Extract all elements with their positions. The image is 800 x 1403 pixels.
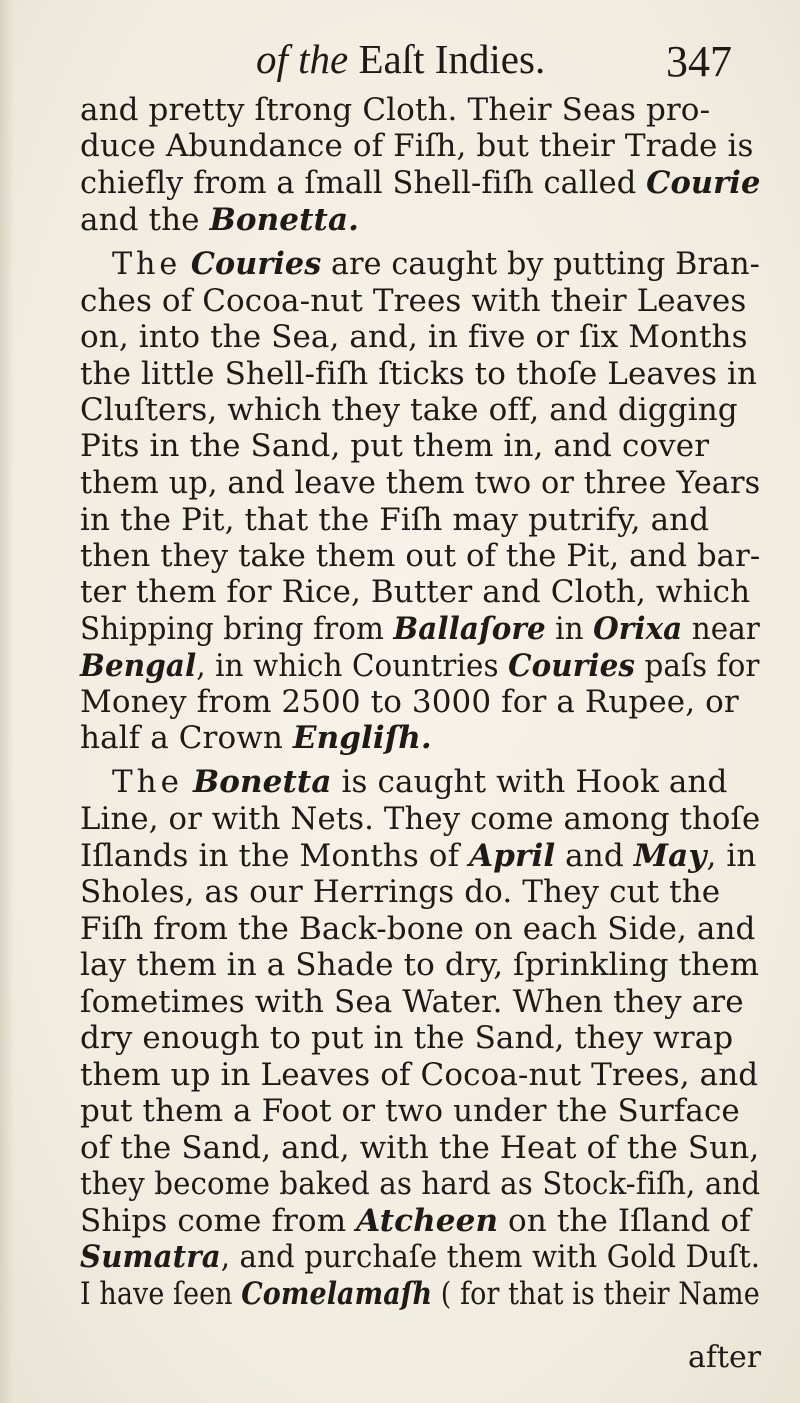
running-head-title: Eaſt Indies. (358, 36, 546, 82)
text-line: them up, and leave them two or three Years (80, 465, 761, 501)
text-run: and the (80, 202, 210, 238)
text-run: chiefly from a ſmall Shell-fiſh called (80, 165, 647, 201)
text-run: are caught by putting Bran- (321, 246, 760, 282)
text-line: Line, or with Nets. They come among thoſe (80, 801, 761, 837)
text-line: lay them in a Shade to dry, ſprinkling them (80, 947, 760, 983)
text-line: Cluſters, which they take off, and digging (80, 392, 738, 428)
text-line: dry enough to put in the Sand, they wrap (80, 1020, 734, 1056)
text-line: then they take them out of the Pit, and bar- (80, 538, 761, 574)
italic-term: Orixa (593, 611, 683, 647)
text-line: the little Shell-fiſh ſticks to thoſe Leaves in (80, 356, 758, 392)
text-line (80, 648, 760, 684)
text-line: on, into the Sea, and, in five or ſix Months (80, 319, 748, 355)
text-line: Sholes, as our Herrings do. They cut the (80, 874, 721, 910)
text-line (112, 246, 760, 282)
text-run: , and purchaſe them with Gold Duſt. (220, 1239, 761, 1275)
text-line: put them a Foot or two under the Surface (80, 1093, 740, 1129)
text-run: near (682, 611, 760, 647)
italic-term: Ballaſore (393, 611, 546, 647)
text-line: duce Abundance of Fiſh, but their Trade is (80, 128, 754, 164)
text-run: Shipping bring from (80, 611, 394, 647)
italic-term: Atcheen (356, 1203, 499, 1239)
text-line (112, 764, 727, 800)
text-line: them up in Leaves of Cocoa-nut Trees, and (80, 1057, 759, 1093)
text-run: in (545, 611, 594, 647)
catchword: after (688, 1340, 762, 1375)
text-run: paſs for (635, 648, 760, 684)
text-run: and (555, 838, 634, 874)
text-line: ter them for Rice, Butter and Cloth, which (80, 574, 751, 610)
text-run: , in which Countries (196, 648, 509, 684)
text-run: , in (706, 838, 757, 874)
text-line (80, 165, 760, 201)
text-line (80, 1203, 751, 1239)
italic-term: Bonetta (192, 764, 332, 800)
italic-term: Couries (508, 648, 636, 684)
text-line: they become baked as hard as Stock-fiſh, and (80, 1166, 761, 1202)
italic-term: May (633, 838, 707, 874)
italic-term: Comelamaſh (241, 1276, 433, 1312)
text-line (80, 611, 760, 647)
text-line (80, 838, 756, 874)
text-run: on the Iſland of (498, 1203, 751, 1239)
text-line (80, 1276, 760, 1312)
italic-term: Sumatra (80, 1239, 221, 1275)
italic-term: Courie (646, 165, 761, 201)
text-line: Fiſh from the Back-bone on each Side, and (80, 911, 756, 947)
italic-term: Couries (190, 246, 322, 282)
text-run: Ships come from (80, 1203, 357, 1239)
text-line: and pretty ſtrong Cloth. Their Seas pro- (80, 92, 711, 128)
text-run: I have ſeen (80, 1276, 242, 1312)
text-line: Pits in the Sand, put them in, and cover (80, 428, 710, 464)
italic-term: Bengal (80, 648, 197, 684)
text-line (80, 202, 359, 238)
page-number: 347 (666, 37, 732, 86)
text-run: ( for that is their Name (432, 1276, 760, 1312)
italic-term: Engliſh. (292, 720, 432, 756)
text-run: half a Crown (80, 720, 293, 756)
italic-term: April (469, 838, 556, 874)
text-line: ſometimes with Sea Water. When they are (80, 984, 744, 1020)
running-head-of: of the (256, 36, 349, 82)
text-line (80, 720, 432, 756)
text-run: Iſlands in the Months of (80, 838, 470, 874)
text-run (181, 246, 191, 282)
text-line (80, 1239, 760, 1275)
running-head (256, 36, 545, 82)
small-caps-word: The (112, 246, 182, 282)
text-run (183, 764, 193, 800)
text-line: in the Pit, that the Fiſh may putrify, and (80, 502, 710, 538)
text-line: of the Sand, and, with the Heat of the Sun, (80, 1130, 760, 1166)
small-caps-word: The (112, 764, 183, 800)
text-line: Money from 2500 to 3000 for a Rupee, or (80, 684, 739, 720)
text-run: is caught with Hook and (331, 764, 728, 800)
italic-term: Bonetta. (209, 202, 360, 238)
text-line: ches of Cocoa-nut Trees with their Leaves (80, 283, 747, 319)
